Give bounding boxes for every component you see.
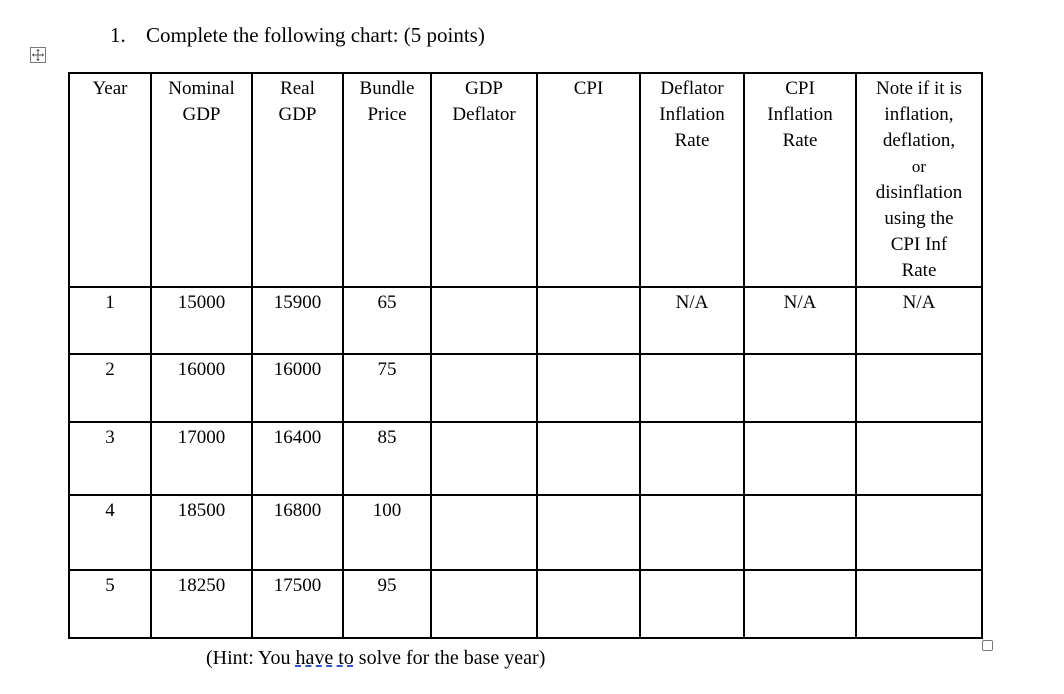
- cell-deflator-inflation-rate[interactable]: [640, 422, 744, 495]
- cell-nominal-gdp: 18250: [151, 570, 252, 638]
- header-nominal-gdp: Nominal GDP: [151, 73, 252, 287]
- table-row: [69, 570, 982, 638]
- table-row: [69, 422, 982, 495]
- cell-gdp-deflator[interactable]: [431, 354, 537, 422]
- cell-gdp-deflator[interactable]: [431, 287, 537, 354]
- table-resize-icon[interactable]: [982, 640, 993, 651]
- hint-after: solve for the base year): [353, 647, 546, 669]
- cell-cpi[interactable]: [537, 570, 640, 638]
- hint-flagged-phrase: have to: [295, 647, 354, 669]
- header-gdp-deflator: GDP Deflator: [431, 73, 537, 287]
- cell-cpi-inflation-rate[interactable]: [744, 422, 856, 495]
- header-real-gdp: Real GDP: [252, 73, 343, 287]
- gdp-chart-table: [68, 72, 983, 639]
- cell-nominal-gdp: 17000: [151, 422, 252, 495]
- cell-nominal-gdp: 18500: [151, 495, 252, 570]
- cell-year: 3: [69, 422, 151, 495]
- cell-cpi-inflation-rate[interactable]: N/A: [744, 287, 856, 354]
- cell-bundle-price: 65: [343, 287, 431, 354]
- hint-before: (Hint: You: [206, 647, 296, 669]
- question-heading: [110, 22, 485, 48]
- cell-bundle-price: 100: [343, 495, 431, 570]
- cell-cpi[interactable]: [537, 422, 640, 495]
- cell-note[interactable]: [856, 354, 982, 422]
- cell-real-gdp: 15900: [252, 287, 343, 354]
- cell-note[interactable]: [856, 422, 982, 495]
- cell-real-gdp: 16000: [252, 354, 343, 422]
- cell-real-gdp: 17500: [252, 570, 343, 638]
- cell-year: 5: [69, 570, 151, 638]
- cell-year: 1: [69, 287, 151, 354]
- cell-year: 4: [69, 495, 151, 570]
- cell-cpi-inflation-rate[interactable]: [744, 495, 856, 570]
- table-move-icon[interactable]: [30, 47, 46, 63]
- cell-bundle-price: 75: [343, 354, 431, 422]
- cell-year: 2: [69, 354, 151, 422]
- header-cpi-inflation-rate: CPI Inflation Rate: [744, 73, 856, 287]
- cell-deflator-inflation-rate[interactable]: [640, 495, 744, 570]
- table-row: [69, 495, 982, 570]
- cell-cpi[interactable]: [537, 287, 640, 354]
- header-cpi: CPI: [537, 73, 640, 287]
- cell-real-gdp: 16400: [252, 422, 343, 495]
- header-row: [69, 73, 982, 287]
- cell-nominal-gdp: 15000: [151, 287, 252, 354]
- cell-note[interactable]: N/A: [856, 287, 982, 354]
- table-row: [69, 287, 982, 354]
- cell-nominal-gdp: 16000: [151, 354, 252, 422]
- cell-bundle-price: 95: [343, 570, 431, 638]
- cell-cpi[interactable]: [537, 354, 640, 422]
- cell-cpi-inflation-rate[interactable]: [744, 570, 856, 638]
- cell-deflator-inflation-rate[interactable]: [640, 570, 744, 638]
- cell-note[interactable]: [856, 495, 982, 570]
- cell-cpi-inflation-rate[interactable]: [744, 354, 856, 422]
- question-text: Complete the following chart: (5 points): [146, 23, 485, 47]
- cell-real-gdp: 16800: [252, 495, 343, 570]
- header-deflator-inflation-rate: Deflator Inflation Rate: [640, 73, 744, 287]
- question-number: 1.: [110, 23, 126, 47]
- cell-bundle-price: 85: [343, 422, 431, 495]
- cell-cpi[interactable]: [537, 495, 640, 570]
- header-note: Note if it is inflation, deflation, or disinflation using the CPI Inf Rate: [856, 73, 982, 287]
- cell-deflator-inflation-rate[interactable]: [640, 354, 744, 422]
- cell-gdp-deflator[interactable]: [431, 422, 537, 495]
- cell-deflator-inflation-rate[interactable]: N/A: [640, 287, 744, 354]
- header-year: Year: [69, 73, 151, 287]
- cell-gdp-deflator[interactable]: [431, 495, 537, 570]
- cell-gdp-deflator[interactable]: [431, 570, 537, 638]
- cell-note[interactable]: [856, 570, 982, 638]
- table-row: [69, 354, 982, 422]
- hint-text: [206, 645, 545, 671]
- header-bundle-price: Bundle Price: [343, 73, 431, 287]
